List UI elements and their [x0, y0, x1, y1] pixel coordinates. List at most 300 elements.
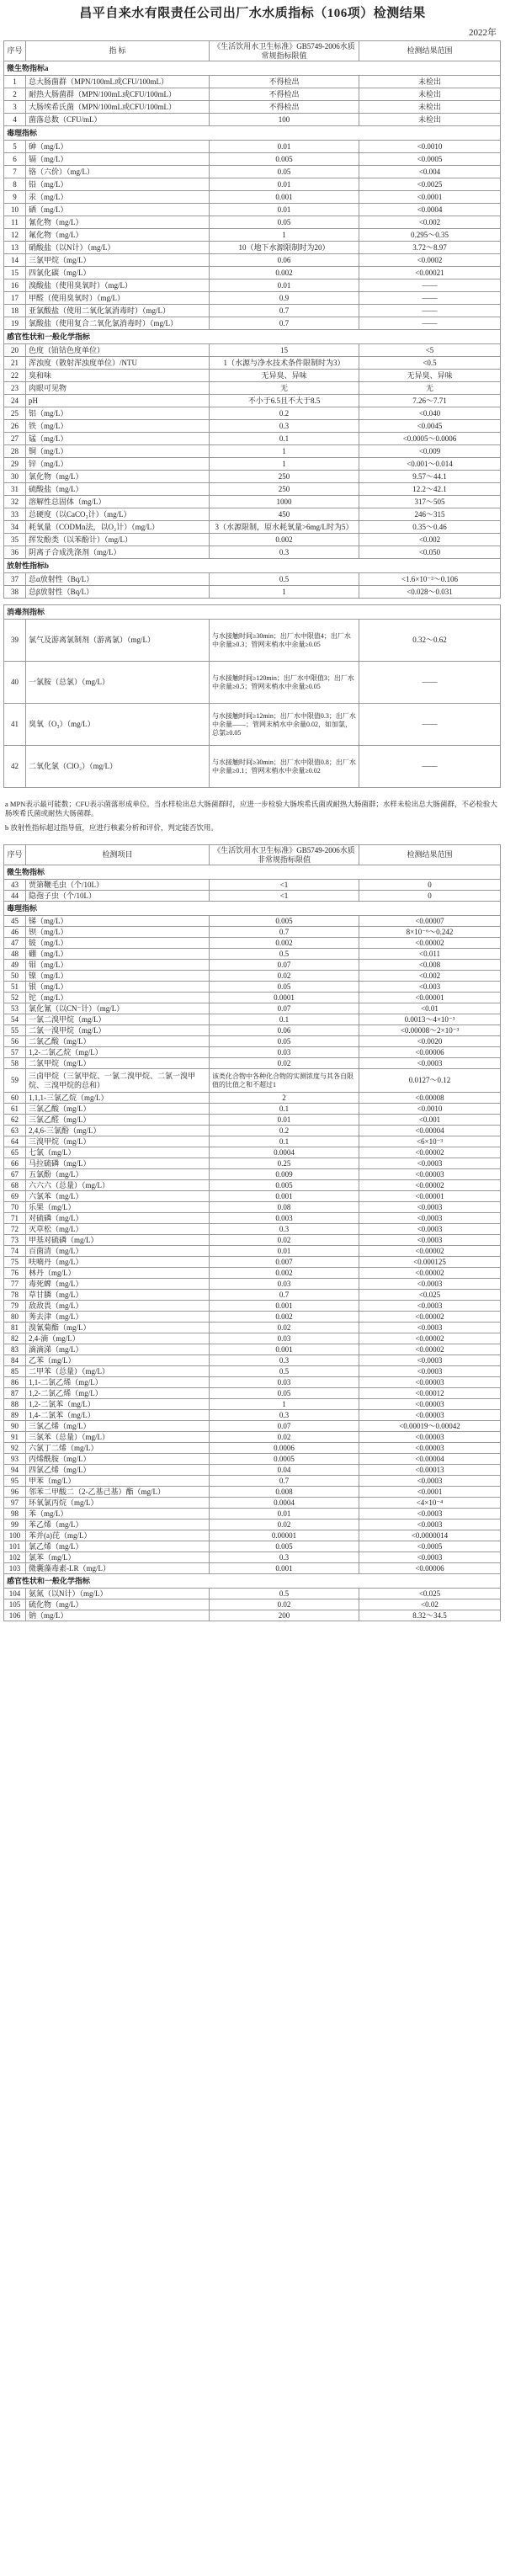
- row-standard-limit: 0.06: [210, 1025, 359, 1036]
- row-number: 20: [4, 344, 26, 357]
- row-standard-limit: <1: [210, 891, 359, 902]
- row-standard-limit: 0.25: [210, 1158, 359, 1169]
- row-indicator: 六六六（总量）（mg/L）: [26, 1180, 210, 1191]
- row-standard-limit: 0.00001: [210, 1530, 359, 1541]
- row-indicator: 硼（mg/L）: [26, 949, 210, 960]
- row-indicator: 砷（mg/L）: [26, 141, 210, 153]
- row-indicator: 钡（mg/L）: [26, 927, 210, 938]
- row-standard-limit: 0.3: [210, 420, 359, 433]
- row-indicator: 耐热大肠菌群（MPN/100mL或CFU/100mL）: [26, 88, 210, 101]
- row-standard-limit: 0.05: [210, 982, 359, 993]
- table-row: [4, 1104, 501, 1115]
- row-standard-limit: 0.003: [210, 1213, 359, 1224]
- footnotes: [5, 800, 498, 838]
- row-indicator: 五氯酚（mg/L）: [26, 1169, 210, 1180]
- row-number: 50: [4, 971, 26, 982]
- header-standard: 《生活饮用水卫生标准》GB5749-2006水质非常规指标限值: [210, 845, 359, 865]
- row-number: 40: [4, 662, 26, 704]
- row-number: 4: [4, 114, 26, 126]
- row-number: 45: [4, 916, 26, 927]
- row-indicator: 1,1-二氯乙烯（mg/L）: [26, 1377, 210, 1388]
- row-number: 33: [4, 508, 26, 521]
- table-row: [4, 191, 501, 204]
- row-standard-limit: 1: [210, 458, 359, 471]
- table-row: [4, 153, 501, 166]
- row-indicator: 草甘膦（mg/L）: [26, 1290, 210, 1301]
- row-result: <0.00003: [359, 1443, 501, 1454]
- row-indicator: 阴离子合成洗涤剂（mg/L）: [26, 546, 210, 559]
- row-number: 13: [4, 242, 26, 254]
- section-title: 感官性状和一般化学指标: [4, 1574, 501, 1589]
- table-row: [4, 662, 501, 704]
- row-result: <0.00006: [359, 1047, 501, 1058]
- row-number: 27: [4, 433, 26, 445]
- row-number: 101: [4, 1541, 26, 1552]
- row-standard-limit: 0.01: [210, 1115, 359, 1126]
- table-row: [4, 1498, 501, 1509]
- row-standard-limit: 0.007: [210, 1257, 359, 1268]
- row-number: 63: [4, 1126, 26, 1136]
- row-standard-limit: 0.3: [210, 1224, 359, 1235]
- row-indicator: 氯化氰（以CN⁻计）（mg/L）: [26, 1003, 210, 1014]
- row-number: 104: [4, 1589, 26, 1599]
- section-title: 微生物指标a: [4, 61, 501, 76]
- row-standard-limit: 0.05: [210, 216, 359, 229]
- row-result: <0.0003: [359, 1355, 501, 1366]
- row-standard-limit: 0.01: [210, 141, 359, 153]
- row-number: 58: [4, 1058, 26, 1069]
- row-result: <0.0003: [359, 1509, 501, 1520]
- row-standard-limit: 0.1: [210, 433, 359, 445]
- row-standard-limit: 0.05: [210, 1388, 359, 1399]
- row-number: 99: [4, 1520, 26, 1530]
- row-number: 16: [4, 279, 26, 292]
- row-result: 0.32～0.62: [359, 620, 501, 662]
- row-standard-limit: 0.005: [210, 1541, 359, 1552]
- row-result: ——: [359, 292, 501, 305]
- row-number: 72: [4, 1224, 26, 1235]
- row-standard-limit: 0.02: [210, 1599, 359, 1610]
- table-row: [4, 1191, 501, 1202]
- row-indicator: 氯酸盐（使用复合二氧化氯消毒时）（mg/L）: [26, 317, 210, 330]
- row-result: <0.0004: [359, 204, 501, 216]
- row-result: <0.00003: [359, 1169, 501, 1180]
- row-number: 38: [4, 586, 26, 599]
- row-standard-limit: 0.07: [210, 1421, 359, 1432]
- table-row: [4, 204, 501, 216]
- section-title: 消毒剂指标: [4, 605, 501, 620]
- row-number: 12: [4, 229, 26, 242]
- row-result: <0.00003: [359, 1410, 501, 1421]
- row-indicator: 甲苯（mg/L）: [26, 1476, 210, 1487]
- row-indicator: 溴酸盐（使用臭氧时）（mg/L）: [26, 279, 210, 292]
- row-result: <0.00003: [359, 1432, 501, 1443]
- header-item: 检测项目: [26, 845, 210, 865]
- row-standard-limit: 0.5: [210, 573, 359, 586]
- row-result: <0.011: [359, 949, 501, 960]
- row-number: 3: [4, 101, 26, 114]
- row-result: <0.001～0.014: [359, 458, 501, 471]
- table-row: [4, 1069, 501, 1093]
- row-indicator: 百菌清（mg/L）: [26, 1246, 210, 1257]
- table-row: [4, 1377, 501, 1388]
- footnote-b: b 放射性指标超过指导值，应进行核素分析和评价，判定能否饮用。: [5, 823, 218, 832]
- row-result: <0.0003: [359, 1235, 501, 1246]
- row-standard-limit: 0.05: [210, 1036, 359, 1047]
- row-standard-limit: 1000: [210, 496, 359, 508]
- row-number: 52: [4, 993, 26, 1003]
- row-result: 246～315: [359, 508, 501, 521]
- row-indicator: 灭草松（mg/L）: [26, 1224, 210, 1235]
- row-standard-limit: 0.002: [210, 1268, 359, 1279]
- table-row: [4, 407, 501, 420]
- table-row: [4, 746, 501, 788]
- row-number: 64: [4, 1136, 26, 1147]
- row-standard-limit: 0.009: [210, 1169, 359, 1180]
- row-result: <0.0003: [359, 1552, 501, 1563]
- table-row: [4, 982, 501, 993]
- row-number: 25: [4, 407, 26, 420]
- row-result: <0.00002: [359, 1344, 501, 1355]
- section-header-row: [4, 902, 501, 916]
- footnote-a: a MPN表示最可能数；CFU表示菌落形成单位。当水样检出总大肠菌群时，应进一步检验大肠埃希氏菌或耐热大肠菌群；水样未检出总大肠菌群，不必检验大肠埃希氏菌或耐热大肠菌群。: [5, 800, 497, 817]
- row-result: 未检出: [359, 76, 501, 88]
- row-indicator: 铬（六价）（mg/L）: [26, 166, 210, 178]
- row-number: 70: [4, 1202, 26, 1213]
- table-row: [4, 420, 501, 433]
- row-standard-limit: 0.5: [210, 1366, 359, 1377]
- row-standard-limit: 无异臭、异味: [210, 370, 359, 382]
- row-indicator: 乐果（mg/L）: [26, 1202, 210, 1213]
- table-row: [4, 1552, 501, 1563]
- row-standard-limit: 0.02: [210, 971, 359, 982]
- row-result: ——: [359, 305, 501, 317]
- row-number: 54: [4, 1014, 26, 1025]
- table-row: [4, 1388, 501, 1399]
- row-indicator: 氰化物（mg/L）: [26, 216, 210, 229]
- row-standard-limit: 不得检出: [210, 101, 359, 114]
- row-standard-limit: 0.0001: [210, 993, 359, 1003]
- section-header-row: [4, 126, 501, 141]
- row-indicator: 浑浊度（散射浑浊度单位）/NTU: [26, 357, 210, 370]
- row-indicator: 林丹（mg/L）: [26, 1268, 210, 1279]
- table-row: [4, 949, 501, 960]
- row-indicator: 2,4,6-三氯酚（mg/L）: [26, 1126, 210, 1136]
- row-result: 3.72～8.97: [359, 242, 501, 254]
- table-row: [4, 279, 501, 292]
- row-indicator: 色度（铂钴色度单位）: [26, 344, 210, 357]
- row-number: 51: [4, 982, 26, 993]
- row-indicator: 三卤甲烷（三氯甲烷、一氯二溴甲烷、二氯一溴甲烷、三溴甲烷的总和）: [26, 1069, 210, 1093]
- row-result: <0.00003: [359, 1377, 501, 1388]
- row-indicator: 贾第鞭毛虫（个/10L）: [26, 880, 210, 891]
- row-indicator: 一氯二溴甲烷（mg/L）: [26, 1014, 210, 1025]
- table-row: [4, 971, 501, 982]
- row-result: <1.6×10⁻²～0.106: [359, 573, 501, 586]
- row-result: <5: [359, 344, 501, 357]
- row-standard-limit: <1: [210, 880, 359, 891]
- row-result: <0.00002: [359, 1180, 501, 1191]
- row-result: 0.0127～0.12: [359, 1069, 501, 1093]
- section-title: 毒理指标: [4, 126, 501, 141]
- row-number: 84: [4, 1355, 26, 1366]
- table-row: [4, 1169, 501, 1180]
- table-row: [4, 229, 501, 242]
- table-row: [4, 1224, 501, 1235]
- row-standard-limit: 0.3: [210, 1410, 359, 1421]
- row-number: 26: [4, 420, 26, 433]
- row-indicator: 氯乙烯（mg/L）: [26, 1541, 210, 1552]
- table-row: [4, 1202, 501, 1213]
- table-row: [4, 1476, 501, 1487]
- row-standard-limit: 0.0004: [210, 1498, 359, 1509]
- row-standard-limit: 0.5: [210, 1589, 359, 1599]
- row-indicator: 1,2-二氯乙烯（mg/L）: [26, 1388, 210, 1399]
- row-number: 91: [4, 1432, 26, 1443]
- row-result: <0.003: [359, 982, 501, 993]
- table-row: [4, 916, 501, 927]
- row-number: 35: [4, 534, 26, 546]
- row-indicator: 肉眼可见物: [26, 382, 210, 395]
- row-indicator: 四氯乙烯（mg/L）: [26, 1465, 210, 1476]
- table-row: [4, 1599, 501, 1610]
- row-number: 37: [4, 573, 26, 586]
- row-indicator: 隐孢子虫（个/10L）: [26, 891, 210, 902]
- row-indicator: 氟化物（mg/L）: [26, 229, 210, 242]
- row-standard-limit: 0.005: [210, 153, 359, 166]
- table-row: [4, 88, 501, 101]
- row-standard-limit: 250: [210, 483, 359, 496]
- row-indicator: 1,1,1-三氯乙烷（mg/L）: [26, 1093, 210, 1104]
- row-number: 43: [4, 880, 26, 891]
- row-result: 未检出: [359, 88, 501, 101]
- table-row: [4, 1520, 501, 1530]
- row-number: 76: [4, 1268, 26, 1279]
- row-standard-limit: 0.001: [210, 1301, 359, 1312]
- row-standard-limit: 0.06: [210, 254, 359, 267]
- row-number: 57: [4, 1047, 26, 1058]
- row-result: <0.00019～0.00042: [359, 1421, 501, 1432]
- row-result: 无异臭、异味: [359, 370, 501, 382]
- row-result: <0.0000014: [359, 1530, 501, 1541]
- row-number: 106: [4, 1610, 26, 1621]
- table-row: [4, 254, 501, 267]
- table-row: [4, 1421, 501, 1432]
- row-standard-limit: 0.0005: [210, 1454, 359, 1465]
- section-header-row: [4, 559, 501, 573]
- row-result: <0.002: [359, 216, 501, 229]
- table-row: [4, 1246, 501, 1257]
- row-result: <0.028～0.031: [359, 586, 501, 599]
- table-row: [4, 178, 501, 191]
- row-result: <0.00008: [359, 1093, 501, 1104]
- row-indicator: 四氯化碳（mg/L）: [26, 267, 210, 279]
- table-row: [4, 370, 501, 382]
- row-number: 30: [4, 471, 26, 483]
- table-row: [4, 1410, 501, 1421]
- row-result: <0.01: [359, 1003, 501, 1014]
- table-row: [4, 1136, 501, 1147]
- row-result: ——: [359, 746, 501, 788]
- row-number: 11: [4, 216, 26, 229]
- row-indicator: 铝（mg/L）: [26, 407, 210, 420]
- table-row: [4, 166, 501, 178]
- row-indicator: 1,4-二氯苯（mg/L）: [26, 1410, 210, 1421]
- row-indicator: 二氧化氯（ClO₂）（mg/L）: [26, 746, 210, 788]
- section-header-row: [4, 61, 501, 76]
- row-standard-limit: 1: [210, 1399, 359, 1410]
- row-number: 62: [4, 1115, 26, 1126]
- row-number: 7: [4, 166, 26, 178]
- row-indicator: 氨氮（以N计）（mg/L）: [26, 1589, 210, 1599]
- table-row: [4, 1268, 501, 1279]
- table-row: [4, 1115, 501, 1126]
- row-standard-limit: 0.7: [210, 305, 359, 317]
- row-number: 79: [4, 1301, 26, 1312]
- table-row: [4, 1610, 501, 1621]
- row-result: <0.025: [359, 1290, 501, 1301]
- row-standard-limit: 该类化合物中各种化合物的实测浓度与其各自限值的比值之和不超过1: [210, 1069, 359, 1093]
- row-standard-limit: 10（地下水源限制时为20）: [210, 242, 359, 254]
- spacer-row: [4, 599, 501, 605]
- section-header-row: [4, 605, 501, 620]
- row-number: 18: [4, 305, 26, 317]
- row-standard-limit: 0.04: [210, 1465, 359, 1476]
- table-row: [4, 938, 501, 949]
- section-header-row: [4, 330, 501, 344]
- table-row: [4, 1093, 501, 1104]
- row-standard-limit: 0.7: [210, 1290, 359, 1301]
- row-indicator: 二氯乙酸（mg/L）: [26, 1036, 210, 1047]
- row-indicator: 六氯苯（mg/L）: [26, 1191, 210, 1202]
- row-number: 74: [4, 1246, 26, 1257]
- row-standard-limit: 0.001: [210, 1191, 359, 1202]
- row-indicator: 二氯一溴甲烷（mg/L）: [26, 1025, 210, 1036]
- row-standard-limit: 0.02: [210, 1058, 359, 1069]
- table-row: [4, 1443, 501, 1454]
- row-number: 69: [4, 1191, 26, 1202]
- row-result: ——: [359, 704, 501, 746]
- table-row: [4, 960, 501, 971]
- row-number: 80: [4, 1312, 26, 1323]
- row-result: <0.00004: [359, 1454, 501, 1465]
- row-number: 86: [4, 1377, 26, 1388]
- row-standard-limit: 1: [210, 229, 359, 242]
- row-number: 17: [4, 292, 26, 305]
- row-result: <0.002: [359, 971, 501, 982]
- row-result: <0.0002: [359, 254, 501, 267]
- table-row: [4, 1399, 501, 1410]
- row-result: <0.0020: [359, 1036, 501, 1047]
- row-result: ——: [359, 317, 501, 330]
- table-row: [4, 471, 501, 483]
- table-row: [4, 1589, 501, 1599]
- row-standard-limit: 200: [210, 1610, 359, 1621]
- table-row: [4, 1487, 501, 1498]
- row-result: <0.0025: [359, 178, 501, 191]
- row-standard-limit: 0.02: [210, 1323, 359, 1333]
- row-result: <0.00021: [359, 267, 501, 279]
- table-row: [4, 1541, 501, 1552]
- row-indicator: 硝酸盐（以N计）（mg/L）: [26, 242, 210, 254]
- section-title: 毒理指标: [4, 902, 501, 916]
- row-number: 96: [4, 1487, 26, 1498]
- row-indicator: 铍（mg/L）: [26, 938, 210, 949]
- row-result: 8×10⁻⁶～0.242: [359, 927, 501, 938]
- row-result: <0.00002: [359, 1147, 501, 1158]
- indicator-table-2: [3, 844, 501, 1621]
- row-indicator: 汞（mg/L）: [26, 191, 210, 204]
- row-standard-limit: 0.1: [210, 1104, 359, 1115]
- row-indicator: 铊（mg/L）: [26, 993, 210, 1003]
- row-result: <0.0001: [359, 1487, 501, 1498]
- table-row: [4, 1058, 501, 1069]
- row-standard-limit: 1: [210, 586, 359, 599]
- row-indicator: 溴氰菊酯（mg/L）: [26, 1323, 210, 1333]
- row-indicator: 敌敌畏（mg/L）: [26, 1301, 210, 1312]
- row-result: <0.00002: [359, 1246, 501, 1257]
- row-indicator: 滴滴涕（mg/L）: [26, 1344, 210, 1355]
- row-indicator: 总β放射性（Bq/L）: [26, 586, 210, 599]
- table-row: [4, 1366, 501, 1377]
- row-standard-limit: 0.005: [210, 916, 359, 927]
- table-row: [4, 704, 501, 746]
- row-standard-limit: 与水接触时间≥120min；出厂水中限值3；出厂水中余量≥0.5；管网末梢水中余量≥0.05: [210, 662, 359, 704]
- row-indicator: 一氯胺（总氯）（mg/L）: [26, 662, 210, 704]
- row-number: 2: [4, 88, 26, 101]
- table-row: [4, 496, 501, 508]
- row-result: 0.295～0.35: [359, 229, 501, 242]
- row-number: 77: [4, 1279, 26, 1290]
- row-standard-limit: 0.002: [210, 534, 359, 546]
- table-row: [4, 927, 501, 938]
- row-number: 36: [4, 546, 26, 559]
- row-number: 22: [4, 370, 26, 382]
- table-row: [4, 1323, 501, 1333]
- table-row: [4, 445, 501, 458]
- row-number: 49: [4, 960, 26, 971]
- row-standard-limit: 0.02: [210, 1432, 359, 1443]
- row-indicator: 邻苯二甲酸二（2-乙基己基）酯（mg/L）: [26, 1487, 210, 1498]
- row-number: 95: [4, 1476, 26, 1487]
- table-row: [4, 76, 501, 88]
- row-indicator: 臭和味: [26, 370, 210, 382]
- row-result: 8.32～34.5: [359, 1610, 501, 1621]
- table-row: [4, 1047, 501, 1058]
- table-row: [4, 1454, 501, 1465]
- table-row: [4, 433, 501, 445]
- row-standard-limit: 0.002: [210, 1312, 359, 1323]
- row-result: 0.0013～4×10⁻³: [359, 1014, 501, 1025]
- table-row: [4, 305, 501, 317]
- row-number: 85: [4, 1366, 26, 1377]
- row-number: 28: [4, 445, 26, 458]
- row-number: 67: [4, 1169, 26, 1180]
- row-indicator: pH: [26, 395, 210, 407]
- row-indicator: 硫化物（mg/L）: [26, 1599, 210, 1610]
- row-indicator: 总硬度（以CaCO₃计）（mg/L）: [26, 508, 210, 521]
- row-number: 90: [4, 1421, 26, 1432]
- row-result: 0: [359, 891, 501, 902]
- row-number: 56: [4, 1036, 26, 1047]
- row-indicator: 甲基对硫磷（mg/L）: [26, 1235, 210, 1246]
- row-standard-limit: 2: [210, 1093, 359, 1104]
- row-number: 93: [4, 1454, 26, 1465]
- row-indicator: 三氯乙酸（mg/L）: [26, 1104, 210, 1115]
- row-indicator: 1,2-二氯苯（mg/L）: [26, 1399, 210, 1410]
- row-number: 9: [4, 191, 26, 204]
- row-indicator: 苯并(a)芘（mg/L）: [26, 1530, 210, 1541]
